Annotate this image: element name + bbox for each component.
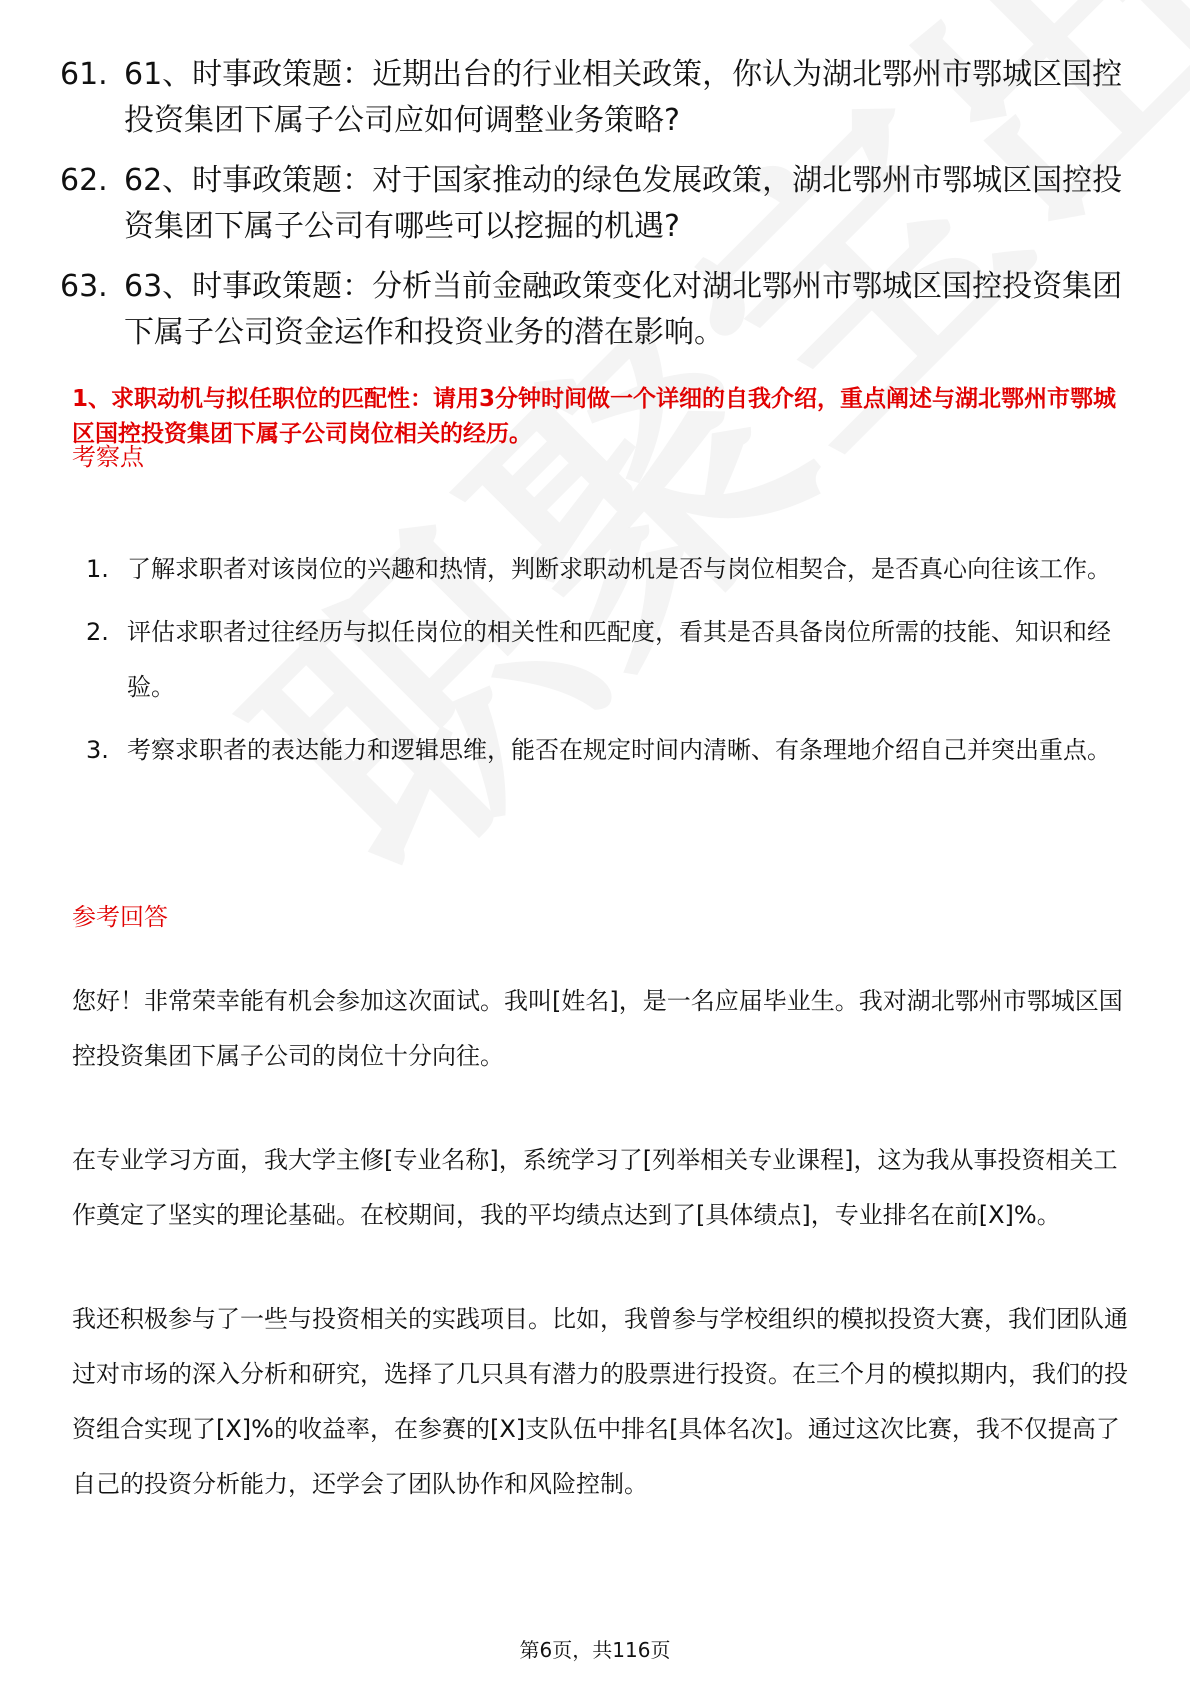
check-points-title: 考察点: [72, 443, 144, 471]
list-item: [72, 542, 1132, 597]
check-point-number: 2.: [86, 618, 109, 646]
question-list: [60, 52, 1130, 370]
check-point-text: 考察求职者的表达能力和逻辑思维，能否在规定时间内清晰、有条理地介绍自己并突出重点。: [127, 736, 1111, 764]
list-item: [72, 723, 1132, 778]
list-item: [72, 605, 1132, 715]
question-number: 62.: [60, 163, 108, 198]
check-points-list: [72, 542, 1132, 786]
question-text: 63、时事政策题：分析当前金融政策变化对湖北鄂州市鄂城区国控投资集团下属子公司资金运作和投资业务的潜在影响。: [124, 269, 1123, 350]
question-number: 61.: [60, 57, 108, 92]
question-text: 61、时事政策题：近期出台的行业相关政策，你认为湖北鄂州市鄂城区国控投资集团下属子公司应如何调整业务策略?: [124, 57, 1123, 138]
list-item: [60, 158, 1130, 250]
check-point-number: 3.: [86, 736, 109, 764]
check-point-text: 了解求职者对该岗位的兴趣和热情，判断求职动机是否与岗位相契合，是否真心向往该工作。: [127, 555, 1111, 583]
list-item: [60, 264, 1130, 356]
page-footer: 第6页，共116页: [519, 1638, 671, 1662]
question-text: 62、时事政策题：对于国家推动的绿色发展政策，湖北鄂州市鄂城区国控投资集团下属子公司有哪些可以挖掘的机遇?: [124, 163, 1123, 244]
answer-paragraph: 您好！非常荣幸能有机会参加这次面试。我叫[姓名]，是一名应届毕业生。我对湖北鄂州市鄂城区国控投资集团下属子公司的岗位十分向往。: [72, 987, 1123, 1070]
answer-title: 参考回答: [72, 903, 168, 931]
list-item: [60, 52, 1130, 144]
answer-paragraph: 我还积极参与了一些与投资相关的实践项目。比如，我曾参与学校组织的模拟投资大赛，我们团队通过对市场的深入分析和研究，选择了几只具有潜力的股票进行投资。在三个月的模拟期内，我们的投资组合实现了[X]%的收益率，在参赛的[X]支队伍中排名[具体名次]。通过这次比赛，我不仅提高了自己的投资分析能力，还学会了团队协作和风险控制。: [72, 1305, 1128, 1498]
section-heading: 1、求职动机与拟任职位的匹配性：请用3分钟时间做一个详细的自我介绍，重点阐述与湖北鄂州市鄂城区国控投资集团下属子公司岗位相关的经历。: [72, 386, 1117, 447]
answer-paragraph: 在专业学习方面，我大学主修[专业名称]，系统学习了[列举相关专业课程]，这为我从事投资相关工作奠定了坚实的理论基础。在校期间，我的平均绩点达到了[具体绩点]，专业排名在前[X]%。: [72, 1146, 1118, 1229]
check-point-text: 评估求职者过往经历与拟任岗位的相关性和匹配度，看其是否具备岗位所需的技能、知识和经验。: [127, 618, 1111, 701]
answer-body: [72, 974, 1132, 1561]
check-point-number: 1.: [86, 555, 109, 583]
question-number: 63.: [60, 269, 108, 304]
